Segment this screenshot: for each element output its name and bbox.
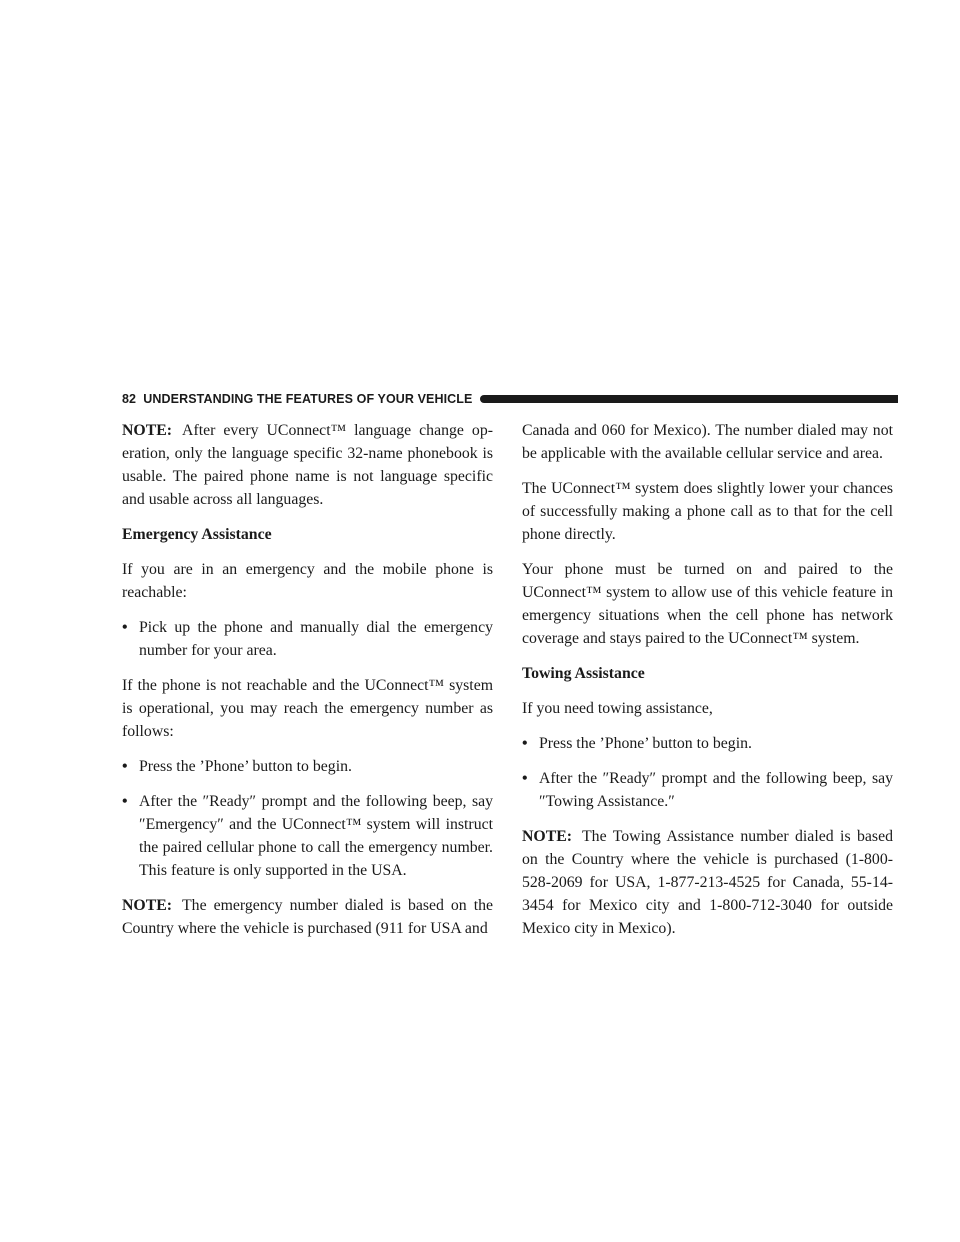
note-towing-number xyxy=(522,825,893,940)
list-item xyxy=(122,616,493,662)
left-column xyxy=(122,419,493,940)
list-item-text: After the ″Ready″ prompt and the following beep, say ″Towing Assistance.″ xyxy=(539,770,893,810)
note-emergency-number xyxy=(122,894,493,940)
emergency-reachable-list xyxy=(122,616,493,662)
emergency-intro: If you are in an emergency and the mobile phone is reachable: xyxy=(122,561,493,601)
note-emergency-number-continued: Canada and 060 for Mexico). The number dialed may not be applicable with the available cellular service and area. xyxy=(522,422,893,462)
list-item xyxy=(122,790,493,882)
towing-assistance-heading: Towing Assistance xyxy=(522,665,645,682)
note-label: NOTE: xyxy=(122,897,173,914)
bullet-icon: • xyxy=(522,735,528,752)
list-item xyxy=(522,732,893,755)
note-text: After every UConnect™ language change operation, only the language specific 32-name phonebook is usable. The paired phone name is not language specific and usable across all languages. xyxy=(122,422,493,508)
bullet-icon: • xyxy=(522,770,528,787)
header-spacer xyxy=(136,392,143,406)
list-item-text: Press the ’Phone’ button to begin. xyxy=(539,735,752,752)
emergency-steps-list xyxy=(122,755,493,882)
towing-steps-list xyxy=(522,732,893,813)
lower-chances-text: The UConnect™ system does slightly lower your chances of successfully making a phone call as to that for the cell phone directly. xyxy=(522,480,893,543)
phone-must-be-on-text: Your phone must be turned on and paired to the UConnect™ system to allow use of this vehicle feature in emergency situations when the cell phone has network coverage and stays paired to the UConnect™ system. xyxy=(522,561,893,647)
list-item xyxy=(122,755,493,778)
note-text: The emergency number dialed is based on the Country where the vehicle is purchased (911 for USA and xyxy=(122,897,493,937)
page-header xyxy=(122,391,898,407)
note-language-change xyxy=(122,419,493,511)
list-item-text: Pick up the phone and manually dial the emergency number for your area. xyxy=(139,619,493,659)
bullet-icon: • xyxy=(122,793,128,810)
bullet-icon: • xyxy=(122,758,128,775)
header-rule xyxy=(480,395,898,403)
page-number: 82 xyxy=(122,392,137,406)
note-text: The Towing Assistance number dialed is based on the Country where the vehicle is purchased (1-800-528-2069 for USA, 1-877-213-4525 for Canada, 55-14-3454 for Mexico city and 1-800-712-3040 for outside Mexico city in Mexico). xyxy=(522,828,893,937)
phone-not-reachable-text: If the phone is not reachable and the UConnect™ system is operational, you may reach the emergency number as follows: xyxy=(122,677,493,740)
towing-intro: If you need towing assistance, xyxy=(522,700,713,717)
note-label: NOTE: xyxy=(122,422,173,439)
bullet-icon: • xyxy=(122,619,128,636)
right-column xyxy=(522,419,893,940)
emergency-assistance-heading: Emergency Assistance xyxy=(122,526,272,543)
list-item-text: After the ″Ready″ prompt and the following beep, say ″Emergency″ and the UConnect™ system will instruct the paired cellular phone to call the emergency number. This feature is only supported in the USA. xyxy=(139,793,493,879)
section-title: UNDERSTANDING THE FEATURES OF YOUR VEHICLE xyxy=(143,392,473,406)
list-item-text: Press the ’Phone’ button to begin. xyxy=(139,758,352,775)
note-label: NOTE: xyxy=(522,828,573,845)
list-item xyxy=(522,767,893,813)
